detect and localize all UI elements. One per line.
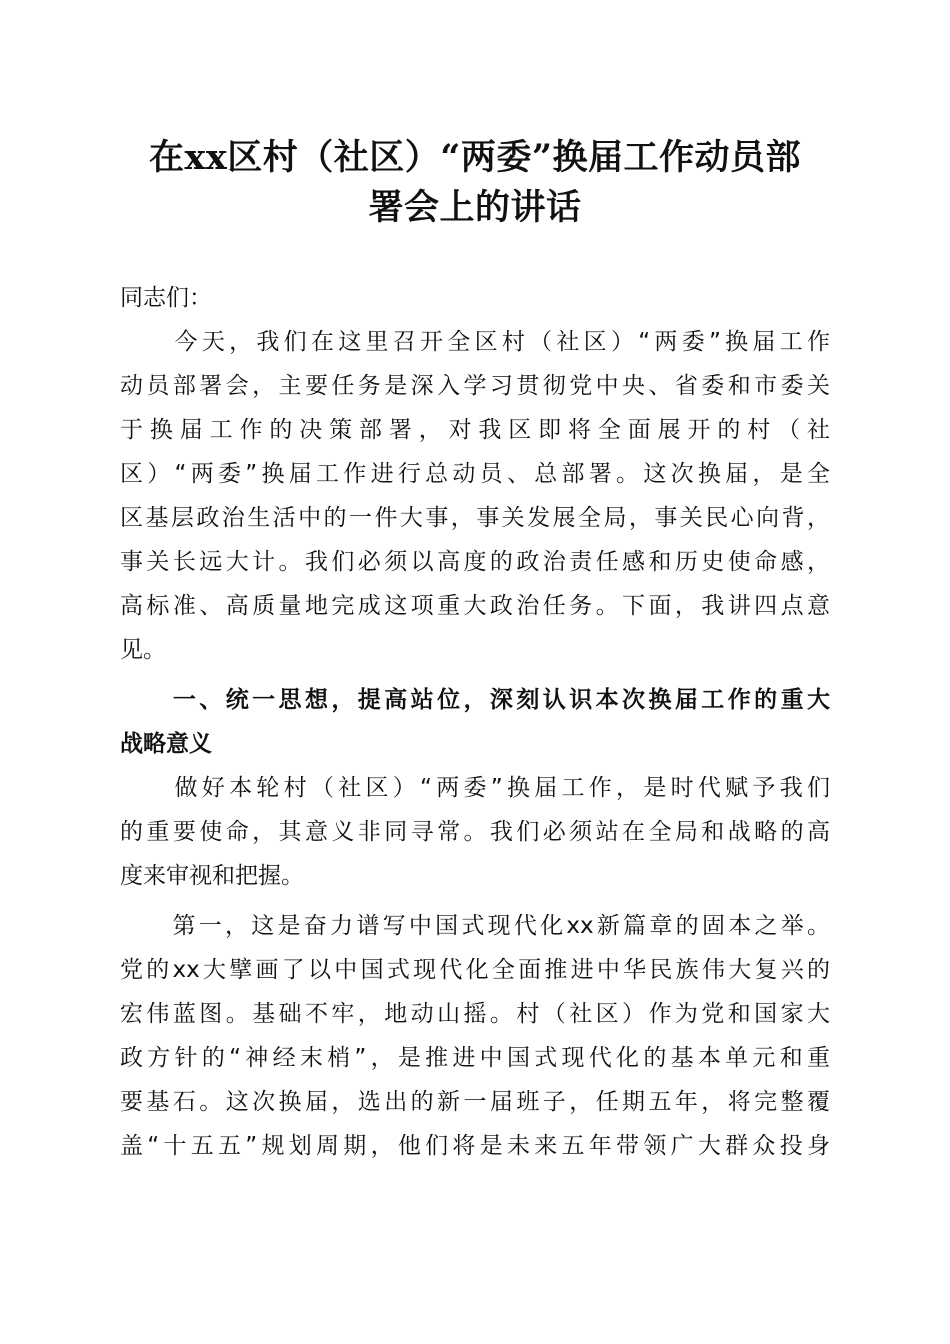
body-line: 政方针的“神经末梢”，是推进中国式现代化的基本单元和重 — [120, 1045, 830, 1071]
body-line: 党的xx大擘画了以中国式现代化全面推进中华民族伟大复兴的 — [120, 957, 830, 983]
document-title-line-2: 署会上的讲话 — [368, 187, 582, 228]
body-line: 今天，我们在这里召开全区村（社区）“两委”换届工作 — [120, 329, 830, 355]
body-line: 的重要使命，其意义非同寻常。我们必须站在全局和战略的高 — [120, 819, 830, 845]
salutation: 同志们： — [120, 285, 212, 311]
body-line: 做好本轮村（社区）“两委”换届工作，是时代赋予我们 — [120, 775, 830, 801]
body-line: 动员部署会，主要任务是深入学习贯彻党中央、省委和市委关 — [120, 373, 830, 399]
section-heading: 战略意义 — [120, 731, 212, 757]
document-title-line-1: 在xx区村（社区）“两委”换届工作动员部 — [149, 137, 801, 178]
body-line: 事关长远大计。我们必须以高度的政治责任感和历史使命感， — [120, 549, 830, 575]
body-line: 度来审视和把握。 — [120, 863, 304, 889]
body-line: 第一，这是奋力谱写中国式现代化xx新篇章的固本之举。 — [120, 913, 830, 939]
body-line: 盖“十五五”规划周期，他们将是未来五年带领广大群众投身 — [120, 1133, 830, 1159]
body-line: 宏伟蓝图。基础不牢，地动山摇。村（社区）作为党和国家大 — [120, 1001, 830, 1027]
section-heading: 一、统一思想，提高站位，深刻认识本次换届工作的重大 — [120, 687, 830, 713]
body-line: 高标准、高质量地完成这项重大政治任务。下面，我讲四点意 — [120, 593, 830, 619]
body-line: 于换届工作的决策部署，对我区即将全面展开的村（社 — [120, 417, 830, 443]
body-line: 区）“两委”换届工作进行总动员、总部署。这次换届，是全 — [120, 461, 830, 487]
body-line: 见。 — [120, 637, 166, 663]
body-line: 要基石。这次换届，选出的新一届班子，任期五年，将完整覆 — [120, 1089, 830, 1115]
body-line: 区基层政治生活中的一件大事，事关发展全局，事关民心向背， — [120, 505, 830, 531]
